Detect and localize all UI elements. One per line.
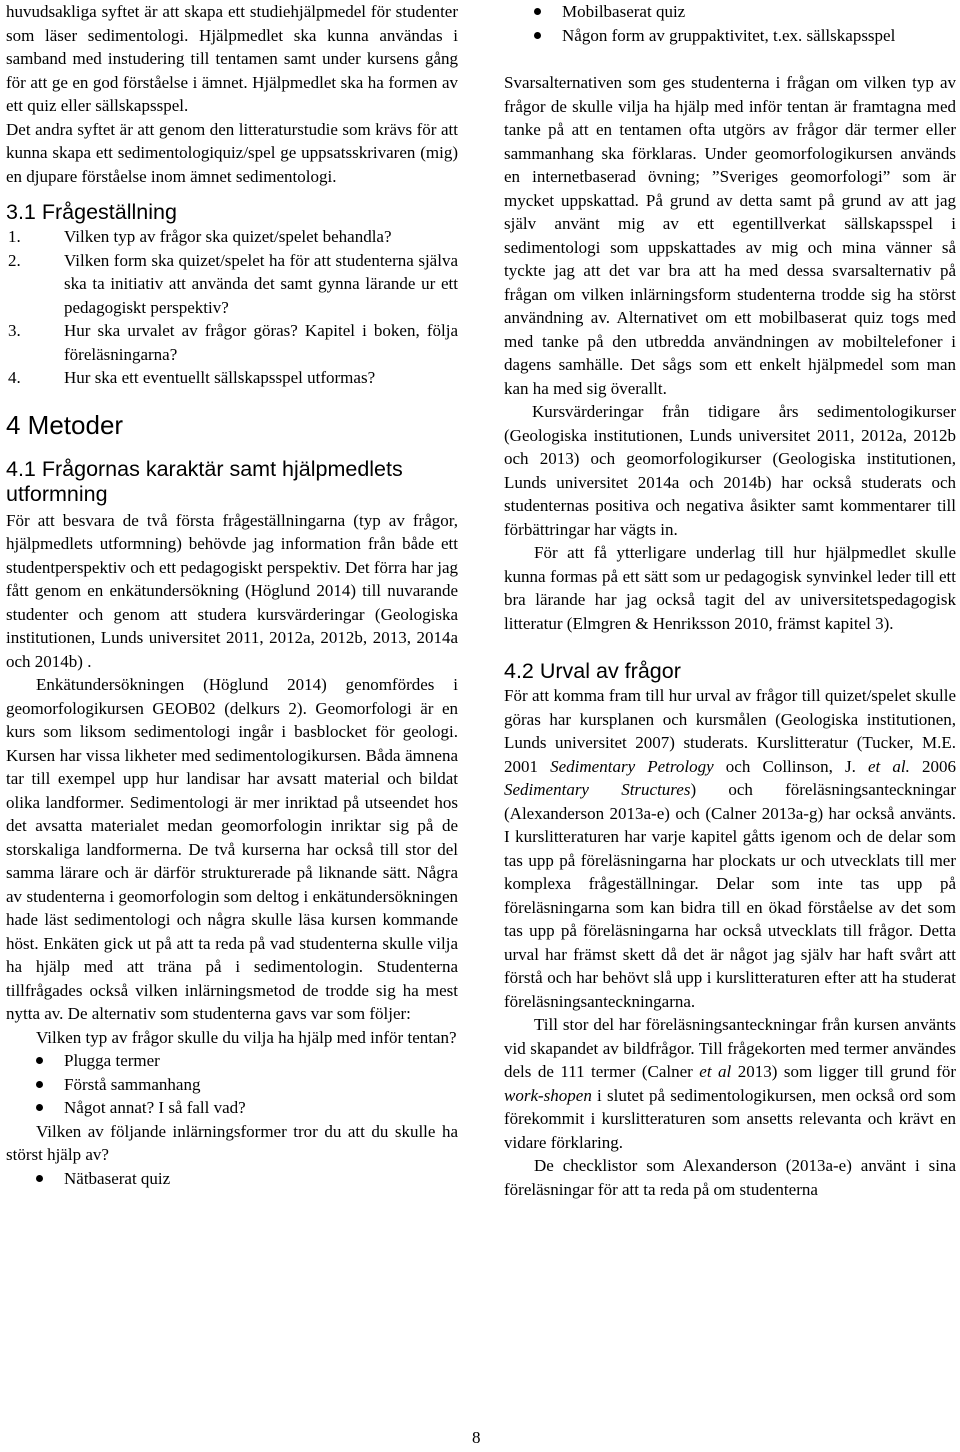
right-column bbox=[504, 0, 956, 1201]
survey-question-2-options-start bbox=[6, 1167, 458, 1191]
section-heading-3-1: 3.1 Frågeställning bbox=[6, 200, 177, 224]
list-item: Plugga termer bbox=[6, 1049, 458, 1073]
method-paragraph-2: Enkätundersökningen (Höglund 2014) genomfördes i geomorfologikursen GEOB02 (delkurs 2). Geomorfologi är en kurs som liksom sedimentologi ingår i basblocket för geologi. Kursen har vissa likheter med sedimentologikursen. Båda ämnena tar till exempel upp hur landisar har avsatt material och bildat olika landformer. Sedimentologi är mer inriktad på utseendet hos det avsatta materialet medan geomorfologin inriktar sig på de storskaliga landformerna. De två kurserna har också till stor del samma lärare och är därför strukturerade på liknande sätt. Några av studenterna i geomorfologin som deltog i enkätundersökningen hade läst sedimentologi och några skulle läsa kursen kommande höst. Enkäten gick ut på att ta reda på vad studenterna skulle vilja ha hjälp med att träna på i sedimentologin. Studenterna tillfrågades också vilken inlärningsmetod de trodde sig ha mest nytta av. De alternativ som studenterna gavs var som följer: bbox=[6, 675, 458, 1023]
checklist-paragraph: De checklistor som Alexanderson (2013a-e) använt i sina föreläsningar för att ta reda på om studenterna bbox=[504, 1156, 956, 1199]
intro-paragraph-1: huvudsakliga syftet är att skapa ett studiehjälpmedel för studenter som läser sedimentologi. Hjälpmedlet ska kunna användas i samband med instudering till tentamen samt under kursens gång för att ge en god förståelse i ämnet. Hjälpmedlet ska ha formen av ett quiz eller sällskapsspel. bbox=[6, 2, 458, 115]
intro-paragraph-2: Det andra syftet är att genom den litteraturstudie som krävs för att kunna skapa ett sedimentologiquiz/spel ge uppsatsskrivaren (mig) en djupare förståelse inom ämnet sedimentologi. bbox=[6, 119, 458, 186]
pedagogy-paragraph: För att få ytterligare underlag till hur hjälpmedlet skulle kunna formas på ett sätt som ur pedagogisk synvinkel leder till ett bra lärande har jag också tagit del av universitetspedagogisk litteratur (Elmgren & Henriksson 2010, främst kapitel 3). bbox=[504, 543, 956, 633]
section-heading-4-1: 4.1 Frågornas karaktär samt hjälpmedlets utformning bbox=[6, 456, 403, 506]
research-questions-list bbox=[6, 225, 458, 390]
selection-paragraph: För att komma fram till hur urval av frågor till quizet/spelet skulle göras har kursplanen och kursmålen (Geologiska institutionen, Lunds universitet 2007) studerats. Kurslitteratur (Tucker, M.E. 2001 Sedimentary Petrology och Collinson, J. et al. 2006 Sedimentary Structures) och föreläsningsanteckningar (Alexanderson 2013a-e) och (Calner 2013a-g) har också använts. I kurslitteraturen har varje kapitel gåtts igenom och de delar som tas upp på föreläsningarna har plockats ur och utvecklats till mer komplexa frågeställningar. Delar som inte tas upp på föreläsningarna som kan bidra till en ökad förståelse av det som tas upp på föreläsningarna har också utvecklats till frågor. Detta urval har främst skett då det är något jag själv har haft svårt att förstå och har behövt slå upp i kurslitteraturen efter att ha studerat föreläsningsanteckningarna. bbox=[504, 686, 957, 1011]
survey-question-2: Vilken av följande inlärningsformer tror du att du skulle ha störst hjälp av? bbox=[6, 1121, 458, 1164]
survey-question-1-options bbox=[6, 1049, 458, 1120]
section-heading-4: 4 Metoder bbox=[6, 409, 124, 440]
list-item: Någon form av gruppaktivitet, t.ex. sällskapsspel bbox=[504, 24, 956, 48]
list-item: Nätbaserat quiz bbox=[6, 1167, 458, 1191]
page-number: 8 bbox=[472, 1428, 481, 1447]
answer-options-paragraph: Svarsalternativen som ges studenterna i frågan om vilken typ av frågor de skulle vilja ha hjälp med inför tentan är framtagna med tanke på att en tentamen ofta utgörs av frågor där termer eller sammanhang ska förklaras. Under geomorfologikursen används en internetbaserad övning; ”Sveriges geomorfologi” som är mycket uppskattad. På grund av detta samt på grund av att jag själv använt mig av ett egentillverkat sällskapsspel i sedimentologi som uppskattades av mig och mina vänner så tyckte jag att det var bra att ha med dessa svarsalternativ på frågan om vilken inlärningsform studenterna trodde sig ha störst användning av. Alternativet om ett mobilbaserat quiz togs med med tanke på den utbredda användningen av mobiltelefoner i dagens samhälle. Det sågs som ett enkelt hjälpmedel som man kan ha med sig överallt. bbox=[504, 73, 956, 398]
survey-question-1: Vilken typ av frågor skulle du vilja ha hjälp med inför tentan? bbox=[36, 1027, 457, 1047]
book-title-sedimentary-petrology: Sedimentary Petrology bbox=[550, 756, 714, 776]
left-column bbox=[6, 0, 458, 1190]
list-item: Förstå sammanhang bbox=[6, 1073, 458, 1097]
list-item: 4. Hur ska ett eventuellt sällskapsspel utformas? bbox=[8, 368, 376, 387]
image-questions-paragraph: Till stor del har föreläsningsanteckningar från kursen använts vid skapandet av bildfrågor. Till frågekorten med termer användes dels de 111 termer (Calner et al 2013) som ligger till grund för work-shopen i slutet på sedimentologikursen, men också ord som förekommit i kurslitteraturen som ansetts relevanta och krävt en vidare förklaring. bbox=[504, 1015, 957, 1152]
survey-question-2-options-continued bbox=[504, 0, 956, 47]
book-title-sedimentary-structures: Sedimentary Structures bbox=[504, 780, 691, 799]
list-item: Mobilbaserat quiz bbox=[504, 0, 956, 24]
method-paragraph-1: För att besvara de två första frågeställningarna (typ av frågor, hjälpmedlets utformning) behövde jag information från både ett studentperspektiv och ett pedagogiskt perspektiv. Det förra har jag fått genom en enkätundersökning (Höglund 2014) till nuvarande studenter och genom att studera kursvärderingar (Geologiska institutionen, Lunds universitet 2011, 2012a, 2012b, 2013, 2014a och 2014b) . bbox=[6, 510, 458, 671]
list-item: 2. Vilken form ska quizet/spelet ha för att studenterna själva ska ta initiativ att använda det samt gynna lärande ur ett pedagogiskt perspektiv? bbox=[8, 250, 458, 317]
course-evaluations-paragraph: Kursvärderingar från tidigare års sedimentologikurser (Geologiska institutionen, Lunds universitet 2011, 2012a, 2012b och 2013) och geomorfologikurser (Geologiska institutionen, Lunds universitet 2014a och 2014b) har också studerats och studenternas positiva och negativa åsikter samt kommentarer till förbättringar har vägts in. bbox=[504, 402, 956, 539]
list-item: 3. Hur ska urvalet av frågor göras? Kapitel i boken, följa föreläsningarna? bbox=[8, 321, 458, 364]
list-item: Något annat? I så fall vad? bbox=[6, 1096, 458, 1120]
section-heading-4-2: 4.2 Urval av frågor bbox=[504, 659, 681, 683]
list-item: 1. Vilken typ av frågor ska quizet/spelet behandla? bbox=[8, 227, 392, 246]
